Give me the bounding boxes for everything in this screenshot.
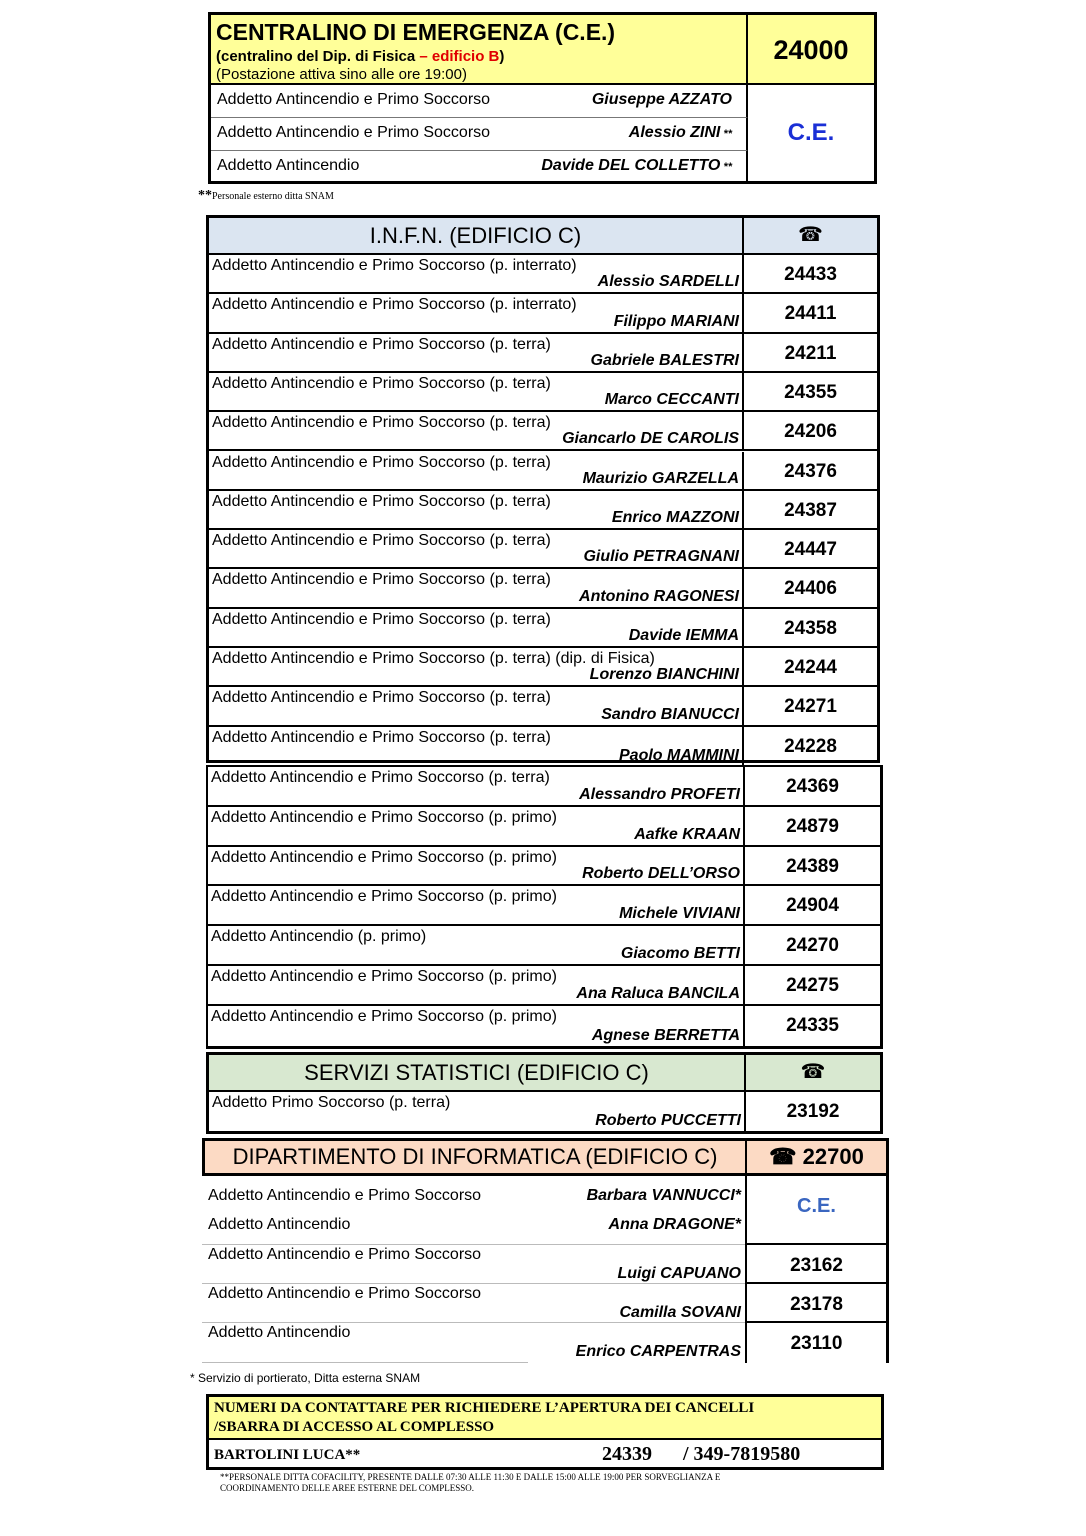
role-label: Addetto Antincendio e Primo Soccorso (p. interrato): [212, 296, 577, 314]
phone-number: 24270: [786, 935, 839, 957]
person-cell: [208, 966, 745, 1004]
cofacility-footnote: [220, 1472, 720, 1494]
phone-number: 23110: [790, 1333, 843, 1354]
footnote-stars: **: [198, 188, 212, 203]
person-cell: [209, 334, 744, 371]
right-border: [886, 1176, 889, 1363]
person-cell: [208, 847, 745, 885]
role-label: Addetto Antincendio e Primo Soccorso: [208, 1187, 482, 1204]
switchboard-subtitle: [216, 48, 504, 65]
person-name: Camilla SOVANI: [619, 1304, 741, 1321]
role-label: Addetto Antincendio e Primo Soccorso: [217, 91, 491, 108]
table-row: [209, 294, 877, 333]
role-label: Addetto Antincendio e Primo Soccorso (p. primo): [211, 968, 557, 985]
statistics-header: [209, 1055, 880, 1092]
snam-footnote: [198, 188, 334, 204]
person-cell: [208, 767, 745, 805]
phone-number: 24228: [784, 735, 837, 757]
table-row: [209, 530, 877, 569]
person-name: Marco CECCANTI: [604, 391, 739, 409]
snam-footnote-2: * Servizio di portierato, Ditta esterna SNAM: [190, 1371, 421, 1385]
table-row: [209, 727, 877, 766]
person-cell: [208, 886, 745, 924]
phone-number: 24406: [784, 578, 837, 600]
informatics-phone: ☎ 22700: [769, 1144, 864, 1169]
phone-number: 24211: [784, 342, 837, 364]
role-label: Addetto Antincendio e Primo Soccorso (p. terra): [211, 769, 550, 786]
role-label: Addetto Antincendio e Primo Soccorso: [208, 1285, 482, 1302]
role-label: Addetto Antincendio e Primo Soccorso: [217, 124, 491, 141]
table-row: [211, 118, 748, 151]
phone-number: 24275: [786, 975, 839, 996]
person-name: Ana Raluca BANCILA: [576, 984, 740, 1002]
role-label: Addetto Antincendio e Primo Soccorso (p. terra) (dip. di Fisica): [212, 650, 655, 667]
table-row: [208, 1006, 880, 1046]
role-label: Addetto Antincendio e Primo Soccorso (p. terra): [212, 689, 551, 707]
informatics-title: DIPARTIMENTO DI INFORMATICA (EDIFICIO C): [205, 1141, 747, 1173]
role-label: Addetto Antincendio e Primo Soccorso (p. primo): [211, 808, 557, 826]
phone-number: 24387: [784, 499, 837, 521]
phone-number: 24376: [784, 460, 837, 482]
person-name: Giulio PETRAGNANI: [583, 548, 739, 566]
gate-contacts-section: [206, 1394, 884, 1470]
table-row: [209, 687, 877, 726]
phone-number: 24389: [786, 855, 839, 877]
table-row: [209, 609, 877, 648]
ce-reference: C.E.: [787, 119, 835, 146]
phone-number: 24904: [786, 895, 839, 917]
role-label: Addetto Antincendio e Primo Soccorso (p. primo): [211, 848, 557, 866]
person-cell: [209, 452, 744, 489]
row-divider: [202, 1322, 745, 1323]
person-name: Sandro BIANUCCI: [601, 705, 739, 723]
gate-title: [214, 1399, 754, 1437]
ce-reference: C.E.: [797, 1195, 836, 1217]
table-row: [209, 491, 877, 530]
person-name-text: Giuseppe AZZATO: [591, 91, 732, 108]
person-name: Lorenzo BIANCHINI: [589, 666, 739, 684]
footnote-text: Personale esterno ditta SNAM: [212, 191, 334, 202]
person-name: Alessio SARDELLI: [597, 273, 739, 291]
table-row: [208, 966, 880, 1006]
row-divider: [202, 1244, 745, 1245]
role-label: Addetto Antincendio e Primo Soccorso (p. terra): [212, 492, 551, 510]
phone-number: 24879: [786, 815, 839, 837]
table-row: [209, 569, 877, 608]
person-cell: [209, 491, 744, 528]
table-row: [208, 847, 880, 887]
statistics-title: SERVIZI STATISTICI (EDIFICIO C): [209, 1055, 746, 1090]
switchboard-hours: (Postazione attiva sino alle ore 19:00): [216, 66, 467, 83]
infn-title: I.N.F.N. (EDIFICIO C): [209, 218, 744, 253]
phone-number: 24271: [784, 696, 837, 718]
person-name: Barbara VANNUCCI*: [586, 1187, 741, 1204]
role-label: Addetto Antincendio e Primo Soccorso (p. terra): [212, 335, 551, 353]
infn-section: [206, 215, 880, 763]
phone-number: 24369: [786, 776, 839, 797]
phone-number: 24411: [784, 303, 837, 325]
person-cell: [209, 569, 744, 606]
person-name: Gabriele BALESTRI: [590, 351, 739, 369]
phone-number: 24244: [784, 657, 837, 678]
switchboard-header: [211, 15, 748, 85]
phone-number: 23178: [790, 1294, 843, 1315]
person-cell: [209, 1092, 746, 1131]
role-label: Addetto Antincendio e Primo Soccorso (p. terra): [212, 610, 551, 628]
footnote-line2: COORDINAMENTO DELLE AREE ESTERNE DEL COMPLESSO.: [220, 1483, 474, 1493]
role-label: Addetto Antincendio e Primo Soccorso (p. terra): [212, 728, 551, 746]
row-divider: [202, 1283, 745, 1284]
gate-phone-mobile: / 349-7819580: [683, 1443, 801, 1465]
table-row: [209, 1092, 880, 1131]
external-staff-mark: **: [720, 161, 732, 173]
person-name: [541, 157, 732, 175]
person-name-text: Alessio ZINI: [628, 124, 721, 141]
person-name: Enrico MAZZONI: [611, 509, 739, 527]
gate-contact-name: BARTOLINI LUCA**: [214, 1447, 361, 1463]
person-name: Maurizio GARZELLA: [582, 469, 739, 487]
table-row: [209, 334, 877, 373]
person-name: Giancarlo DE CAROLIS: [562, 430, 739, 448]
emergency-switchboard-section: [208, 12, 877, 184]
role-label: Addetto Antincendio e Primo Soccorso (p. terra): [212, 414, 551, 432]
person-cell: [209, 727, 744, 766]
role-label: Addetto Antincendio e Primo Soccorso (p. terra): [212, 374, 551, 392]
person-name: Agnese BERRETTA: [591, 1026, 740, 1044]
phone-icon: ☎: [800, 1061, 826, 1083]
person-cell: [208, 926, 745, 964]
footnote-line1: **PERSONALE DITTA COFACILITY, PRESENTE DALLE 07:30 ALLE 11:30 E DALLE 15:00 ALLE 19:00 PER SORVEGLIANZA E: [220, 1472, 721, 1482]
person-cell: [209, 687, 744, 724]
role-label: Addetto Antincendio e Primo Soccorso (p. terra): [212, 571, 551, 589]
person-name: Davide IEMMA: [628, 626, 739, 644]
switchboard-subtitle-a: (centralino del Dip. di Fisica: [216, 48, 420, 65]
person-name: [592, 91, 732, 109]
table-row: [208, 886, 880, 926]
gate-phone-internal: 24339: [602, 1443, 652, 1465]
person-name: Aafke KRAAN: [634, 825, 740, 843]
table-row: [208, 767, 880, 807]
person-name: Luigi CAPUANO: [617, 1265, 741, 1282]
table-row: [211, 151, 748, 184]
role-label: Addetto Antincendio e Primo Soccorso (p. primo): [211, 1007, 557, 1025]
phone-number: 23192: [786, 1101, 840, 1122]
phone-number: 24447: [784, 539, 837, 561]
person-cell: [209, 530, 744, 567]
person-cell: [209, 255, 744, 292]
person-name: Filippo MARIANI: [613, 312, 739, 330]
person-cell: [208, 807, 745, 845]
statistics-section: [206, 1052, 883, 1134]
person-cell: [209, 412, 744, 449]
person-name: Anna DRAGONE*: [608, 1216, 741, 1233]
role-label: Addetto Antincendio: [208, 1216, 351, 1233]
person-cell: [209, 609, 744, 646]
person-name: Enrico CARPENTRAS: [575, 1343, 741, 1360]
table-row: [209, 255, 877, 294]
informatics-section: [202, 1138, 889, 1363]
external-staff-mark: **: [720, 128, 732, 140]
table-row: [208, 926, 880, 966]
role-label: Addetto Antincendio: [208, 1324, 351, 1341]
person-cell: [209, 648, 744, 685]
person-name-text: Davide DEL COLLETTO: [541, 157, 721, 174]
switchboard-number: 24000: [748, 15, 874, 85]
phone-number: 24335: [786, 1014, 839, 1036]
phone-number: 24358: [784, 617, 837, 639]
table-row: [209, 648, 877, 687]
role-label: Addetto Antincendio e Primo Soccorso (p. primo): [211, 888, 557, 906]
person-cell: [208, 1006, 745, 1046]
switchboard-subtitle-close: ): [499, 48, 505, 65]
row-divider: [747, 1321, 889, 1323]
infn-header: [209, 218, 877, 255]
person-name: Roberto PUCCETTI: [595, 1112, 741, 1129]
person-name: [629, 124, 732, 142]
table-row: [209, 412, 877, 451]
person-name: Alessandro PROFETI: [579, 785, 740, 803]
switchboard-subtitle-building: – edificio B: [419, 48, 500, 65]
bottom-divider: [202, 1362, 528, 1363]
phone-number: 24355: [784, 381, 837, 403]
role-label: Addetto Antincendio (p. primo): [211, 928, 427, 946]
person-name: Michele VIVIANI: [619, 905, 740, 923]
gate-title-line2: /SBARRA DI ACCESSO AL COMPLESSO: [214, 1419, 495, 1435]
phone-number: 24206: [784, 421, 837, 443]
gate-title-line1: NUMERI DA CONTATTARE PER RICHIEDERE L’APERTURA DEI CANCELLI: [214, 1400, 755, 1416]
person-cell: [209, 294, 744, 331]
gate-header: [209, 1397, 881, 1440]
person-name: Giacomo BETTI: [620, 944, 740, 962]
person-name: Antonino RAGONESI: [579, 587, 739, 605]
role-label: Addetto Primo Soccorso (p. terra): [212, 1094, 451, 1111]
row-divider: [747, 1243, 889, 1245]
person-name: Paolo MAMMINI: [619, 746, 739, 764]
phone-number: 23162: [790, 1255, 843, 1276]
table-row: [211, 85, 748, 118]
role-label: Addetto Antincendio e Primo Soccorso: [208, 1246, 482, 1263]
role-label: Addetto Antincendio: [217, 157, 360, 174]
row-divider: [747, 1282, 889, 1284]
person-name: Roberto DELL’ORSO: [582, 865, 740, 883]
role-label: Addetto Antincendio e Primo Soccorso (p. terra): [212, 532, 551, 550]
table-row: [208, 807, 880, 847]
role-label: Addetto Antincendio e Primo Soccorso (p. interrato): [212, 257, 577, 274]
table-row: [209, 373, 877, 412]
informatics-header: [202, 1138, 889, 1176]
table-row: [209, 452, 877, 491]
person-cell: [209, 373, 744, 410]
switchboard-title: CENTRALINO DI EMERGENZA (C.E.): [216, 19, 616, 45]
phone-icon: ☎: [798, 224, 823, 246]
infn-section-continued: [206, 765, 883, 1049]
role-label: Addetto Antincendio e Primo Soccorso (p. terra): [212, 453, 551, 471]
informatics-body: [202, 1176, 889, 1363]
phone-number: 24433: [784, 264, 837, 285]
